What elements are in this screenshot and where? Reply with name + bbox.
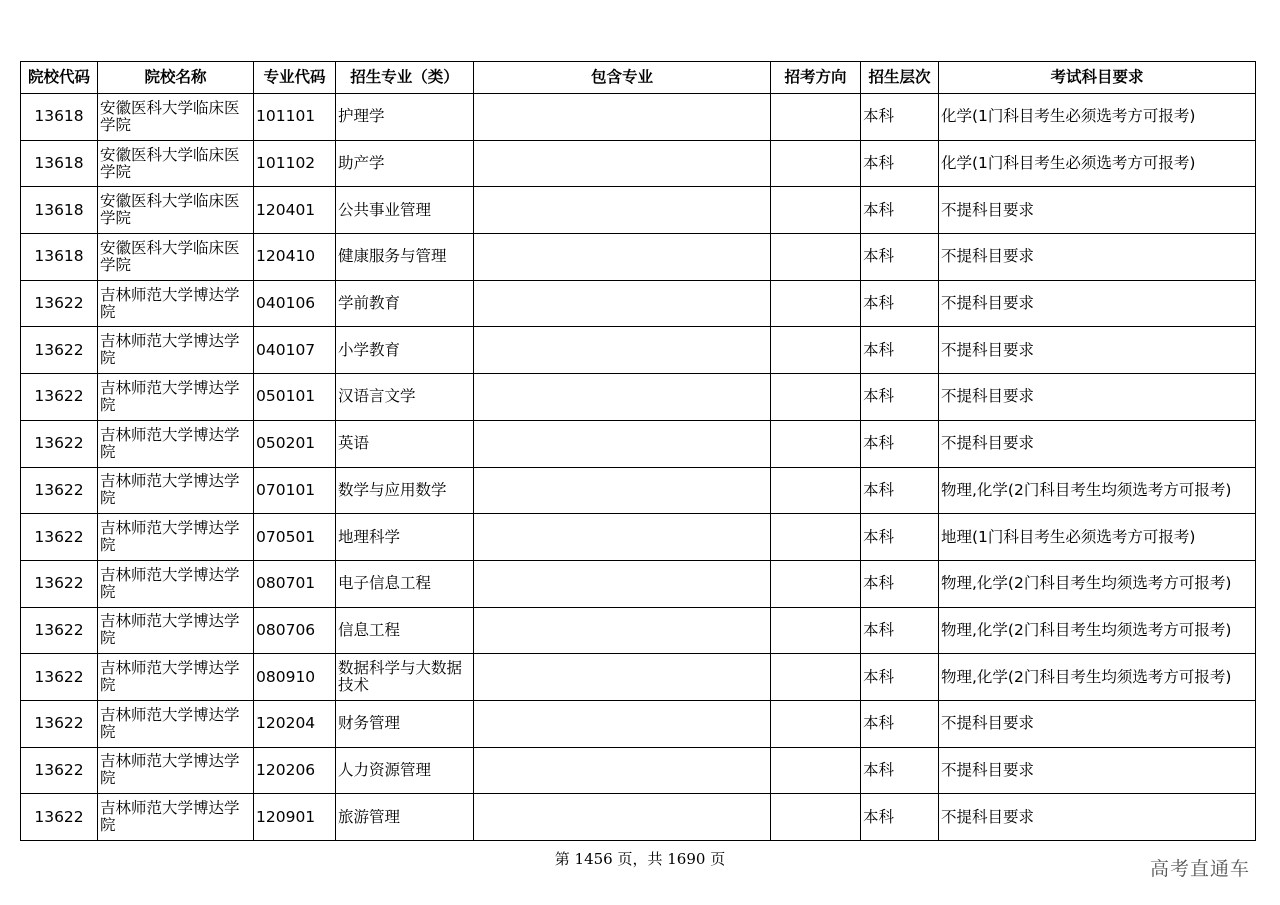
cell-school-name: 吉林师范大学博达学院 (98, 700, 254, 747)
cell-direction (771, 747, 861, 794)
cell-includes (474, 94, 771, 141)
header-requirement: 考试科目要求 (939, 62, 1256, 94)
cell-direction (771, 514, 861, 561)
cell-includes (474, 747, 771, 794)
table-row (21, 374, 1256, 421)
cell-school-name: 吉林师范大学博达学院 (98, 747, 254, 794)
cell-school-code: 13622 (21, 467, 98, 514)
cell-school-name: 安徽医科大学临床医学院 (98, 187, 254, 234)
cell-level: 本科 (861, 374, 939, 421)
cell-level: 本科 (861, 794, 939, 841)
cell-school-code: 13622 (21, 420, 98, 467)
cell-direction (771, 187, 861, 234)
cell-school-code: 13622 (21, 607, 98, 654)
cell-major: 助产学 (336, 140, 474, 187)
cell-level: 本科 (861, 140, 939, 187)
cell-major: 财务管理 (336, 700, 474, 747)
cell-school-code: 13622 (21, 794, 98, 841)
cell-major-code: 120401 (254, 187, 336, 234)
cell-major-code: 101101 (254, 94, 336, 141)
cell-major-code: 040106 (254, 280, 336, 327)
cell-major: 护理学 (336, 94, 474, 141)
cell-level: 本科 (861, 700, 939, 747)
table-row (21, 794, 1256, 841)
cell-requirement: 地理(1门科目考生必须选考方可报考) (939, 514, 1256, 561)
page-footer: 第 1456 页，共 1690 页 (554, 850, 726, 868)
admission-table (20, 61, 1256, 841)
cell-major: 公共事业管理 (336, 187, 474, 234)
cell-major-code: 070101 (254, 467, 336, 514)
cell-major-code: 040107 (254, 327, 336, 374)
cell-school-name: 吉林师范大学博达学院 (98, 280, 254, 327)
cell-school-code: 13622 (21, 514, 98, 561)
cell-direction (771, 560, 861, 607)
cell-includes (474, 560, 771, 607)
cell-requirement: 不提科目要求 (939, 280, 1256, 327)
cell-major: 数据科学与大数据技术 (336, 654, 474, 701)
cell-direction (771, 700, 861, 747)
cell-level: 本科 (861, 234, 939, 281)
cell-major-code: 080701 (254, 560, 336, 607)
cell-requirement: 物理,化学(2门科目考生均须选考方可报考) (939, 467, 1256, 514)
cell-requirement: 不提科目要求 (939, 234, 1256, 281)
cell-requirement: 化学(1门科目考生必须选考方可报考) (939, 94, 1256, 141)
cell-includes (474, 794, 771, 841)
cell-school-name: 安徽医科大学临床医学院 (98, 234, 254, 281)
table-row (21, 234, 1256, 281)
cell-major: 地理科学 (336, 514, 474, 561)
cell-major: 人力资源管理 (336, 747, 474, 794)
cell-includes (474, 700, 771, 747)
cell-major: 小学教育 (336, 327, 474, 374)
cell-school-name: 吉林师范大学博达学院 (98, 374, 254, 421)
cell-requirement: 不提科目要求 (939, 374, 1256, 421)
cell-requirement: 物理,化学(2门科目考生均须选考方可报考) (939, 607, 1256, 654)
cell-school-code: 13622 (21, 374, 98, 421)
cell-includes (474, 234, 771, 281)
cell-direction (771, 467, 861, 514)
cell-includes (474, 654, 771, 701)
table-row (21, 700, 1256, 747)
table-row (21, 140, 1256, 187)
cell-level: 本科 (861, 327, 939, 374)
header-direction: 招考方向 (771, 62, 861, 94)
cell-requirement: 化学(1门科目考生必须选考方可报考) (939, 140, 1256, 187)
cell-major: 电子信息工程 (336, 560, 474, 607)
cell-major-code: 120206 (254, 747, 336, 794)
watermark-text: 高考直通车 (1149, 858, 1250, 880)
header-includes: 包含专业 (474, 62, 771, 94)
cell-school-code: 13618 (21, 94, 98, 141)
table-row (21, 467, 1256, 514)
cell-includes (474, 374, 771, 421)
cell-direction (771, 234, 861, 281)
cell-includes (474, 607, 771, 654)
table-row (21, 514, 1256, 561)
cell-major-code: 050101 (254, 374, 336, 421)
cell-school-name: 吉林师范大学博达学院 (98, 420, 254, 467)
table-row (21, 94, 1256, 141)
cell-requirement: 不提科目要求 (939, 700, 1256, 747)
cell-includes (474, 467, 771, 514)
cell-includes (474, 187, 771, 234)
cell-level: 本科 (861, 560, 939, 607)
cell-level: 本科 (861, 94, 939, 141)
cell-requirement: 不提科目要求 (939, 187, 1256, 234)
cell-school-code: 13618 (21, 234, 98, 281)
cell-level: 本科 (861, 467, 939, 514)
cell-school-code: 13618 (21, 187, 98, 234)
header-school-code: 院校代码 (21, 62, 98, 94)
cell-major-code: 120204 (254, 700, 336, 747)
cell-school-name: 安徽医科大学临床医学院 (98, 94, 254, 141)
cell-includes (474, 514, 771, 561)
table-row (21, 607, 1256, 654)
cell-major-code: 070501 (254, 514, 336, 561)
cell-level: 本科 (861, 747, 939, 794)
table-row (21, 327, 1256, 374)
cell-major: 汉语言文学 (336, 374, 474, 421)
cell-direction (771, 280, 861, 327)
cell-requirement: 不提科目要求 (939, 747, 1256, 794)
cell-school-name: 吉林师范大学博达学院 (98, 327, 254, 374)
cell-level: 本科 (861, 514, 939, 561)
table-body (21, 94, 1256, 841)
cell-requirement: 物理,化学(2门科目考生均须选考方可报考) (939, 560, 1256, 607)
cell-school-code: 13622 (21, 560, 98, 607)
cell-school-name: 吉林师范大学博达学院 (98, 607, 254, 654)
cell-school-name: 吉林师范大学博达学院 (98, 794, 254, 841)
cell-school-name: 吉林师范大学博达学院 (98, 560, 254, 607)
cell-school-code: 13618 (21, 140, 98, 187)
cell-level: 本科 (861, 280, 939, 327)
cell-school-name: 吉林师范大学博达学院 (98, 467, 254, 514)
cell-school-code: 13622 (21, 280, 98, 327)
table-row (21, 420, 1256, 467)
table-row (21, 280, 1256, 327)
table-row (21, 654, 1256, 701)
cell-includes (474, 327, 771, 374)
cell-level: 本科 (861, 607, 939, 654)
cell-level: 本科 (861, 420, 939, 467)
cell-major-code: 080910 (254, 654, 336, 701)
cell-requirement: 不提科目要求 (939, 327, 1256, 374)
header-level: 招生层次 (861, 62, 939, 94)
table-row (21, 187, 1256, 234)
header-school-name: 院校名称 (98, 62, 254, 94)
cell-school-name: 吉林师范大学博达学院 (98, 514, 254, 561)
cell-school-code: 13622 (21, 654, 98, 701)
cell-direction (771, 140, 861, 187)
cell-major: 信息工程 (336, 607, 474, 654)
cell-major-code: 050201 (254, 420, 336, 467)
cell-major: 数学与应用数学 (336, 467, 474, 514)
cell-school-name: 吉林师范大学博达学院 (98, 654, 254, 701)
cell-direction (771, 327, 861, 374)
cell-requirement: 不提科目要求 (939, 420, 1256, 467)
cell-major-code: 101102 (254, 140, 336, 187)
cell-major: 旅游管理 (336, 794, 474, 841)
header-major: 招生专业（类） (336, 62, 474, 94)
cell-direction (771, 94, 861, 141)
cell-major: 学前教育 (336, 280, 474, 327)
cell-requirement: 物理,化学(2门科目考生均须选考方可报考) (939, 654, 1256, 701)
cell-level: 本科 (861, 187, 939, 234)
cell-includes (474, 280, 771, 327)
table-row (21, 747, 1256, 794)
cell-includes (474, 420, 771, 467)
cell-school-name: 安徽医科大学临床医学院 (98, 140, 254, 187)
cell-includes (474, 140, 771, 187)
cell-level: 本科 (861, 654, 939, 701)
header-major-code: 专业代码 (254, 62, 336, 94)
cell-school-code: 13622 (21, 700, 98, 747)
cell-direction (771, 794, 861, 841)
cell-major: 英语 (336, 420, 474, 467)
cell-school-code: 13622 (21, 327, 98, 374)
cell-requirement: 不提科目要求 (939, 794, 1256, 841)
cell-school-code: 13622 (21, 747, 98, 794)
cell-direction (771, 374, 861, 421)
cell-major-code: 080706 (254, 607, 336, 654)
table-header-row (21, 62, 1256, 94)
cell-direction (771, 420, 861, 467)
cell-major-code: 120410 (254, 234, 336, 281)
cell-direction (771, 607, 861, 654)
table-row (21, 560, 1256, 607)
cell-major-code: 120901 (254, 794, 336, 841)
cell-major: 健康服务与管理 (336, 234, 474, 281)
cell-direction (771, 654, 861, 701)
